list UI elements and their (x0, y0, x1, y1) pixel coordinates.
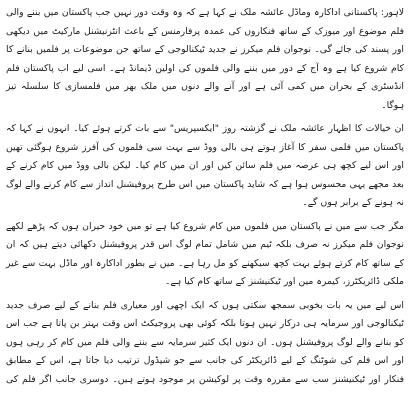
article-paragraph-intro: لاہور: پاکستانی اداکارہ وماڈل عائشہ ملک نے کہا ہے کہ وہ وقت دور نہیں جب پاکستان میں بننے والی فلم موضوع اور میوزک کے ساتھ فنکاروں کی عمدہ پرفارمنس کے باعث انٹرنیشنل مارکیٹ میں دیکھی اور پسند کی جائے گی۔ نوجوان فلم میکرز نے جدید ٹیکنالوجی کے ساتھ جن موضوعات پر فلمیں بنانے کا کام شروع کیا ہے وہ آج کے دور میں بننے والی فلموں کی اولین ڈیمانڈ ہے۔ اسی لیے اب پاکستان فلم انڈسٹری کے بحران میں کمی آئی ہے اور آنے والے دنوں میں ملک بھر میں فلمسازی کا سلسلہ تیز ہوگا۔ (6, 7, 404, 111)
article-paragraph: اس لیے میں یہ بات بخوبی سمجھ سکتی ہوں کہ ایک اچھی اور معیاری فلم بنانے کے لیے صرف جدید ٹیکنالوجی اور سرمایہ ہی درکار نہیں ہوتا بلکہ کوئی بھی پروجیکٹ اس وقت بہتر بن پاتا ہے جب اس کو بنانے والے لوگ پروفیشنل ہوں۔ ان دنوں ایک کثیر سرمایہ سے بننے والی فلم میں کام کر رہی ہوں اور اس فلم کی شوٹنگ کے لیے ڈائریکٹر کی جانب سے جو شیڈول ترتیب دیا جاتا ہے، اس کے مطابق فنکار اور ٹیکنیشنز سب سے مقررہ وقت پر لوکیشن پر موجود ہوتے ہیں۔ دوسری جانب اگر فلم کی (6, 299, 404, 385)
article-paragraph: ان خیالات کا اظہار عائشہ ملک نے گزشتہ روز "ایکسپریس" سے بات کرتے ہوئے کیا۔ انہوں نے کہا کہ پاکستان میں فلمی سفر کا آغاز ہوتے ہی بالی ووڈ سے بہت سی فلموں کی آفرز شروع ہوگئی تھیں اور اس لیے کچھ ہی عرصہ میں فلم سائن کیں اور ان میں کام کیا۔ لیکن بالی ووڈ میں کام کرنے کے بعد مجھے یہی محسوس ہوا ہے کہ شاید پاکستان میں اس طرح پروفیشنل انداز سے کام کرنے والے لوگ نہ ہونے کے برابر ہوں گے۔ (6, 123, 404, 209)
article-paragraph: مگر جب سے میں نے پاکستان میں فلموں میں کام شروع کیا ہے تو میں خود حیران ہوں کہ پڑھے لکھے نوجوان فلم میکرز نہ صرف بلکہ ٹیم میں شامل تمام لوگ اس قدر پروفیشنل دکھائی دیتے ہیں کہ ان کے ساتھ کام کرتے ہوئے بہت کچھ سیکھنے کو مل رہا ہے۔ میں نے بطور اداکارہ اور ماڈل بہت سے غیر ملکی ڈائریکٹرز، کیمرہ مین اور ٹیکنیشنز کے ساتھ کام کیا ہے۔ (6, 220, 404, 288)
